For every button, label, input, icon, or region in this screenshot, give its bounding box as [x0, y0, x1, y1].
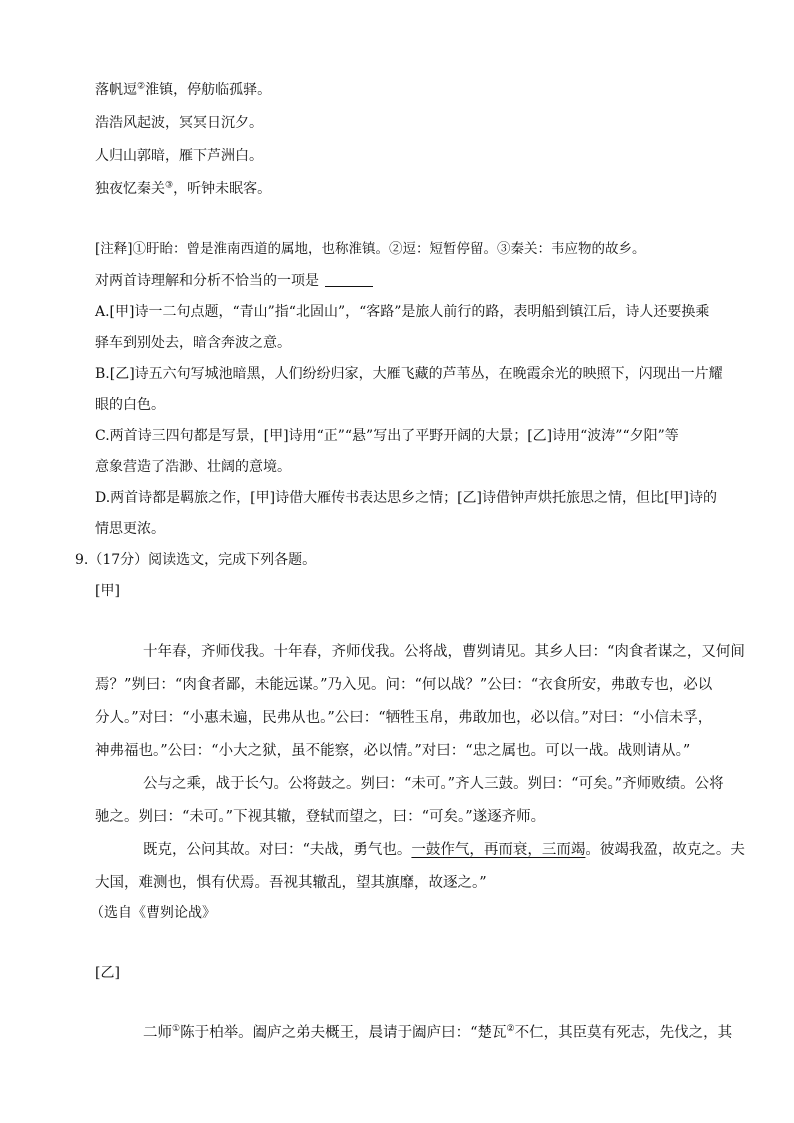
- passage-jia-line: 分人。”对曰：“小惠未遍，民弗从也。”公曰：“牺牲玉帛，弗敢加也，必以信。”对曰：“小信未孚，: [95, 710, 713, 726]
- passage-yi-line: [143, 1023, 732, 1043]
- passage-jia-line: 焉？”刿曰：“肉食者鄙，未能远谋。”乃入见。问：“何以战？”公曰：“衣食所安，弗敢专也，必以: [95, 677, 713, 693]
- passage-text: 二师: [143, 1025, 172, 1041]
- annotation-note: [注释]①盱眙：曾是淮南西道的属地，也称淮镇。②逗：短暂停留。③秦关：韦应物的故乡。: [95, 241, 646, 257]
- option-d-line-2: 情思更浓。: [95, 521, 165, 537]
- poem-text: ，听钟未眠客。: [173, 181, 272, 197]
- option-d-line-1: D.两首诗都是羁旅之作，[甲]诗借大雁传书表达思乡之情；[乙]诗借钟声烘托旅思之情，但比[甲]诗的: [95, 490, 717, 506]
- passage-text: 。彼竭我盈，故克之。夫: [585, 842, 745, 858]
- passage-label-jia: [甲]: [95, 583, 120, 599]
- footnote-mark: ②: [137, 81, 146, 92]
- question-stem-text: 对两首诗理解和分析不恰当的一项是: [95, 273, 319, 289]
- passage-jia-line: [143, 840, 745, 860]
- option-c-line-1: C.两首诗三四句都是写景，[甲]诗用“正”“悬”写出了平野开阔的大景；[乙]诗用“波涛”“夕阳”等: [95, 428, 679, 444]
- question-9-stem: 9.（17分）阅读选文，完成下列各题。: [75, 552, 317, 568]
- passage-jia-line: 大国，难测也，惧有伏焉。吾视其辙乱，望其旗靡，故逐之。”: [95, 875, 487, 891]
- poem-line-4: [95, 179, 271, 199]
- poem-line-1: [95, 80, 271, 100]
- answer-blank: [325, 272, 373, 287]
- footnote-mark: ①: [172, 1024, 181, 1035]
- option-b-line-1: B.[乙]诗五六句写城池暗黑，人们纷纷归家，大雁飞藏的芦苇丛，在晚霞余光的映照下，闪现出一片耀: [95, 366, 723, 382]
- passage-jia-line: 十年春，齐师伐我。十年春，齐师伐我。公将战，曹刿请见。其乡人曰：“肉食者谋之，又何间: [143, 644, 745, 660]
- passage-text: 不仁，其臣莫有死志，先伐之，其: [514, 1025, 733, 1041]
- poem-text: 独夜忆秦关: [95, 181, 165, 197]
- poem-line-3: 人归山郭暗，雁下芦洲白。: [95, 148, 263, 164]
- underlined-phrase: 一鼓作气，再而衰，三而竭: [411, 842, 586, 858]
- poem-text: 落帆逗: [95, 82, 137, 98]
- passage-jia-line: 公与之乘，战于长勺。公将鼓之。刿曰：“未可。”齐人三鼓。刿曰：“可矣。”齐师败绩。公将: [143, 776, 724, 792]
- passage-jia-line: 神弗福也。”公曰：“小大之狱，虽不能察，必以情。”对曰：“忠之属也。可以一战。战则请从。”: [95, 743, 691, 759]
- passage-text: 既克，公问其故。对曰：“夫战，勇气也。: [143, 842, 412, 858]
- option-c-line-2: 意象营造了浩渺、壮阔的意境。: [95, 459, 291, 475]
- passage-source: （选自《曹刿论战》: [90, 905, 216, 921]
- passage-text: 陈于柏举。阖庐之弟夫概王，晨请于阖庐曰：“楚瓦: [180, 1025, 507, 1041]
- passage-jia-line: 驰之。刿曰：“未可。”下视其辙，登轼而望之，曰：“可矣。”遂逐齐师。: [95, 809, 546, 825]
- passage-label-yi: [乙]: [95, 965, 120, 981]
- option-a-line-1: A.[甲]诗一二句点题，“青山”指“北固山”，“客路”是旅人前行的路，表明船到镇江后，诗人还要换乘: [95, 304, 710, 320]
- option-a-line-2: 驿车到别处去，暗含奔波之意。: [95, 335, 291, 351]
- question-stem: [95, 271, 373, 291]
- poem-line-2: 浩浩风起波，冥冥日沉夕。: [95, 115, 263, 131]
- poem-text: 淮镇，停舫临孤驿。: [145, 82, 272, 98]
- option-b-line-2: 眼的白色。: [95, 397, 165, 413]
- footnote-mark: ③: [165, 180, 174, 191]
- footnote-mark: ②: [506, 1024, 515, 1035]
